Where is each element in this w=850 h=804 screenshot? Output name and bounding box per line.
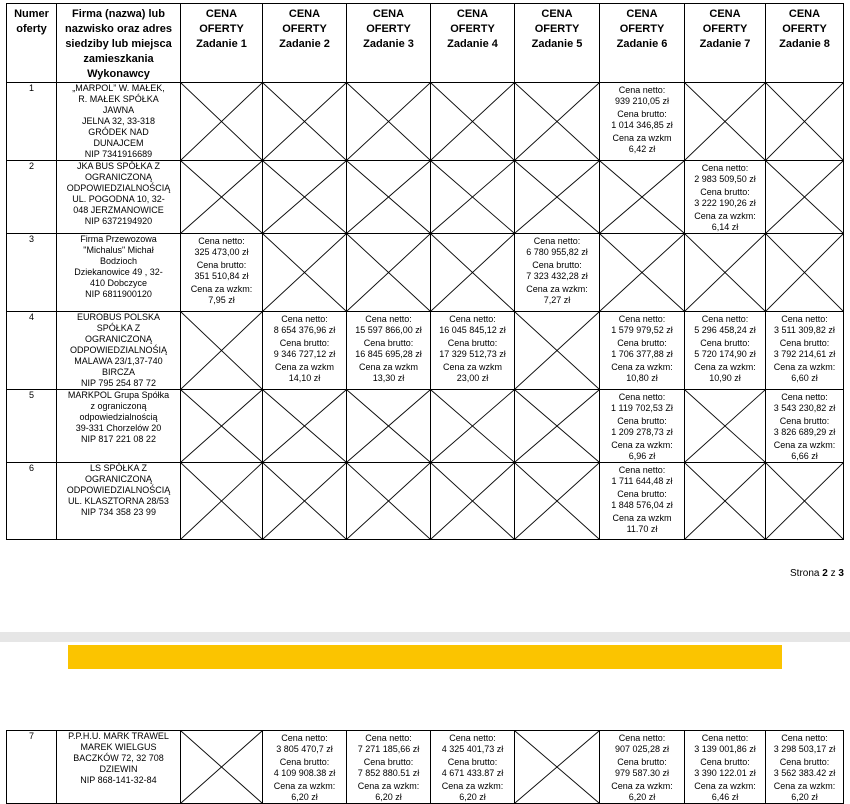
offer-number: 7 xyxy=(7,731,57,804)
price-cell-task-7: Cena netto: 5 296 458,24 zł Cena brutto: 5 720 174,90 zł Cena za wzkm: 10,90 zł xyxy=(685,312,766,390)
no-offer-cross xyxy=(347,161,431,234)
offer-number: 1 xyxy=(7,83,57,161)
no-offer-cross xyxy=(181,161,263,234)
no-offer-cross xyxy=(685,390,766,463)
header-task-8: CENA OFERTY Zadanie 8 xyxy=(766,4,844,83)
no-offer-cross xyxy=(263,463,347,540)
no-offer-cross xyxy=(515,83,600,161)
table-row xyxy=(7,463,844,540)
price-cell-task-6: Cena netto: 907 025,28 zł Cena brutto: 979 587.30 zł Cena za wzkm: 6,20 zł xyxy=(600,731,685,804)
page-number: Strona 2 z 3 xyxy=(790,568,844,579)
offers-table xyxy=(6,3,844,540)
offer-number: 5 xyxy=(7,390,57,463)
price-cell-task-6: Cena netto: 1 711 644,48 zł Cena brutto: 1 848 576,04 zł Cena za wzkm 11.70 zł xyxy=(600,463,685,540)
table-row xyxy=(7,312,844,390)
price-cell-task-2: Cena netto: 8 654 376,96 zł Cena brutto: 9 346 727,12 zł Cena za wzkm 14,10 zł xyxy=(263,312,347,390)
price-cell-task-5: Cena netto: 6 780 955,82 zł Cena brutto: 7 323 432,28 zł Cena za wzkm: 7,27 zł xyxy=(515,234,600,312)
table-row xyxy=(7,234,844,312)
page-separator xyxy=(0,632,850,642)
no-offer-cross xyxy=(685,463,766,540)
offer-number: 2 xyxy=(7,161,57,234)
header-row xyxy=(7,4,844,83)
no-offer-cross xyxy=(347,234,431,312)
firm-cell: MARKPOL Grupa Spółka z ograniczoną odpowiedzialnością 39-331 Chorzelów 20 NIP 817 221 08 22 xyxy=(57,390,181,463)
no-offer-cross xyxy=(600,234,685,312)
price-cell-task-1: Cena netto: 325 473,00 zł Cena brutto: 351 510,84 zł Cena za wzkm: 7,95 zł xyxy=(181,234,263,312)
no-offer-cross xyxy=(347,463,431,540)
no-offer-cross xyxy=(600,161,685,234)
header-task-6: CENA OFERTY Zadanie 6 xyxy=(600,4,685,83)
header-task-4: CENA OFERTY Zadanie 4 xyxy=(431,4,515,83)
table-row xyxy=(7,731,844,804)
table-row xyxy=(7,161,844,234)
no-offer-cross xyxy=(263,83,347,161)
firm-cell: JKA BUS SPÓŁKA Z OGRANICZONĄ ODPOWIEDZIALNOŚCIĄ UL. POGODNA 10, 32- 048 JERZMANOWICE NIP 6372194920 xyxy=(57,161,181,234)
header-firm: Firma (nazwa) lub nazwisko oraz adres siedziby lub miejsca zamieszkania Wykonawcy xyxy=(57,4,181,83)
header-task-5: CENA OFERTY Zadanie 5 xyxy=(515,4,600,83)
no-offer-cross xyxy=(515,161,600,234)
no-offer-cross xyxy=(685,234,766,312)
price-cell-task-7: Cena netto: 3 139 001,86 zł Cena brutto: 3 390 122.01 zł Cena za wzkm: 6,46 zł xyxy=(685,731,766,804)
offer-number: 4 xyxy=(7,312,57,390)
no-offer-cross xyxy=(431,390,515,463)
no-offer-cross xyxy=(347,83,431,161)
header-task-7: CENA OFERTY Zadanie 7 xyxy=(685,4,766,83)
no-offer-cross xyxy=(431,83,515,161)
firm-cell: P.P.H.U. MARK TRAWEL MAREK WIELGUS BACZKÓW 72, 32 708 DZIEWIN NIP 868-141-32-84 xyxy=(57,731,181,804)
no-offer-cross xyxy=(766,234,844,312)
header-task-2: CENA OFERTY Zadanie 2 xyxy=(263,4,347,83)
no-offer-cross xyxy=(515,731,600,804)
header-task-3: CENA OFERTY Zadanie 3 xyxy=(347,4,431,83)
offers-table-continued xyxy=(6,730,844,804)
price-cell-task-6: Cena netto: 939 210,05 zł Cena brutto: 1 014 346,85 zł Cena za wzkm 6,42 zł xyxy=(600,83,685,161)
no-offer-cross xyxy=(431,234,515,312)
price-cell-task-7: Cena netto: 2 983 509,50 zł Cena brutto: 3 222 190,26 zł Cena za wzkm: 6,14 zł xyxy=(685,161,766,234)
table-row xyxy=(7,390,844,463)
no-offer-cross xyxy=(347,390,431,463)
no-offer-cross xyxy=(263,161,347,234)
firm-cell: „MARPOL” W. MAŁEK, R. MAŁEK SPÓŁKA JAWNA JELNA 32, 33-318 GRÓDEK NAD DUNAJCEM NIP 7341916689 xyxy=(57,83,181,161)
price-cell-task-8: Cena netto: 3 543 230,82 zł Cena brutto: 3 826 689,29 zł Cena za wzkm: 6,66 zł xyxy=(766,390,844,463)
offer-number: 6 xyxy=(7,463,57,540)
price-cell-task-8: Cena netto: 3 298 503,17 zł Cena brutto: 3 562 383.42 zł Cena za wzkm: 6,20 zł xyxy=(766,731,844,804)
price-cell-task-2: Cena netto: 3 805 470,7 zł Cena brutto: 4 109 908.38 zł Cena za wzkm: 6,20 zł xyxy=(263,731,347,804)
no-offer-cross xyxy=(431,463,515,540)
header-task-1: CENA OFERTY Zadanie 1 xyxy=(181,4,263,83)
price-cell-task-4: Cena netto: 4 325 401,73 zł Cena brutto: 4 671 433.87 zł Cena za wzkm: 6,20 zł xyxy=(431,731,515,804)
no-offer-cross xyxy=(263,234,347,312)
no-offer-cross xyxy=(181,731,263,804)
no-offer-cross xyxy=(515,463,600,540)
no-offer-cross xyxy=(515,312,600,390)
no-offer-cross xyxy=(181,390,263,463)
no-offer-cross xyxy=(766,161,844,234)
header-number: Numer oferty xyxy=(7,4,57,83)
firm-cell: Firma Przewozowa "Michalus" Michał Bodzioch Dziekanowice 49 , 32- 410 Dobczyce NIP 6811900120 xyxy=(57,234,181,312)
no-offer-cross xyxy=(263,390,347,463)
no-offer-cross xyxy=(685,83,766,161)
offer-number: 3 xyxy=(7,234,57,312)
firm-cell: LS SPÓŁKA Z OGRANICZONĄ ODPOWIEDZIALNOŚCIĄ UL. KLASZTORNA 28/53 NIP 734 358 23 99 xyxy=(57,463,181,540)
price-cell-task-4: Cena netto: 16 045 845,12 zł Cena brutto: 17 329 512,73 zł Cena za wzkm 23,00 zł xyxy=(431,312,515,390)
price-cell-task-3: Cena netto: 7 271 185,66 zł Cena brutto: 7 852 880.51 zł Cena za wzkm: 6,20 zł xyxy=(347,731,431,804)
price-cell-task-3: Cena netto: 15 597 866,00 zł Cena brutto: 16 845 695,28 zł Cena za wzkm 13,30 zł xyxy=(347,312,431,390)
no-offer-cross xyxy=(181,312,263,390)
no-offer-cross xyxy=(515,390,600,463)
table-row xyxy=(7,83,844,161)
no-offer-cross xyxy=(181,83,263,161)
no-offer-cross xyxy=(181,463,263,540)
no-offer-cross xyxy=(431,161,515,234)
firm-cell: EUROBUS POLSKA SPÓŁKA Z OGRANICZONĄ ODPOWIEDZIALNOŚIĄ MALAWA 23/1,37-740 BIRCZA NIP 795 254 87 72 xyxy=(57,312,181,390)
price-cell-task-8: Cena netto: 3 511 309,82 zł Cena brutto: 3 792 214,61 zł Cena za wzkm: 6,60 zł xyxy=(766,312,844,390)
no-offer-cross xyxy=(766,83,844,161)
highlight-bar xyxy=(68,645,782,669)
price-cell-task-6: Cena netto: 1 579 979,52 zł Cena brutto: 1 706 377,88 zł Cena za wzkm: 10,80 zł xyxy=(600,312,685,390)
price-cell-task-6: Cena netto: 1 119 702,53 Zł Cena brutto: 1 209 278,73 zł Cena za wzkm: 6,96 zł xyxy=(600,390,685,463)
no-offer-cross xyxy=(766,463,844,540)
